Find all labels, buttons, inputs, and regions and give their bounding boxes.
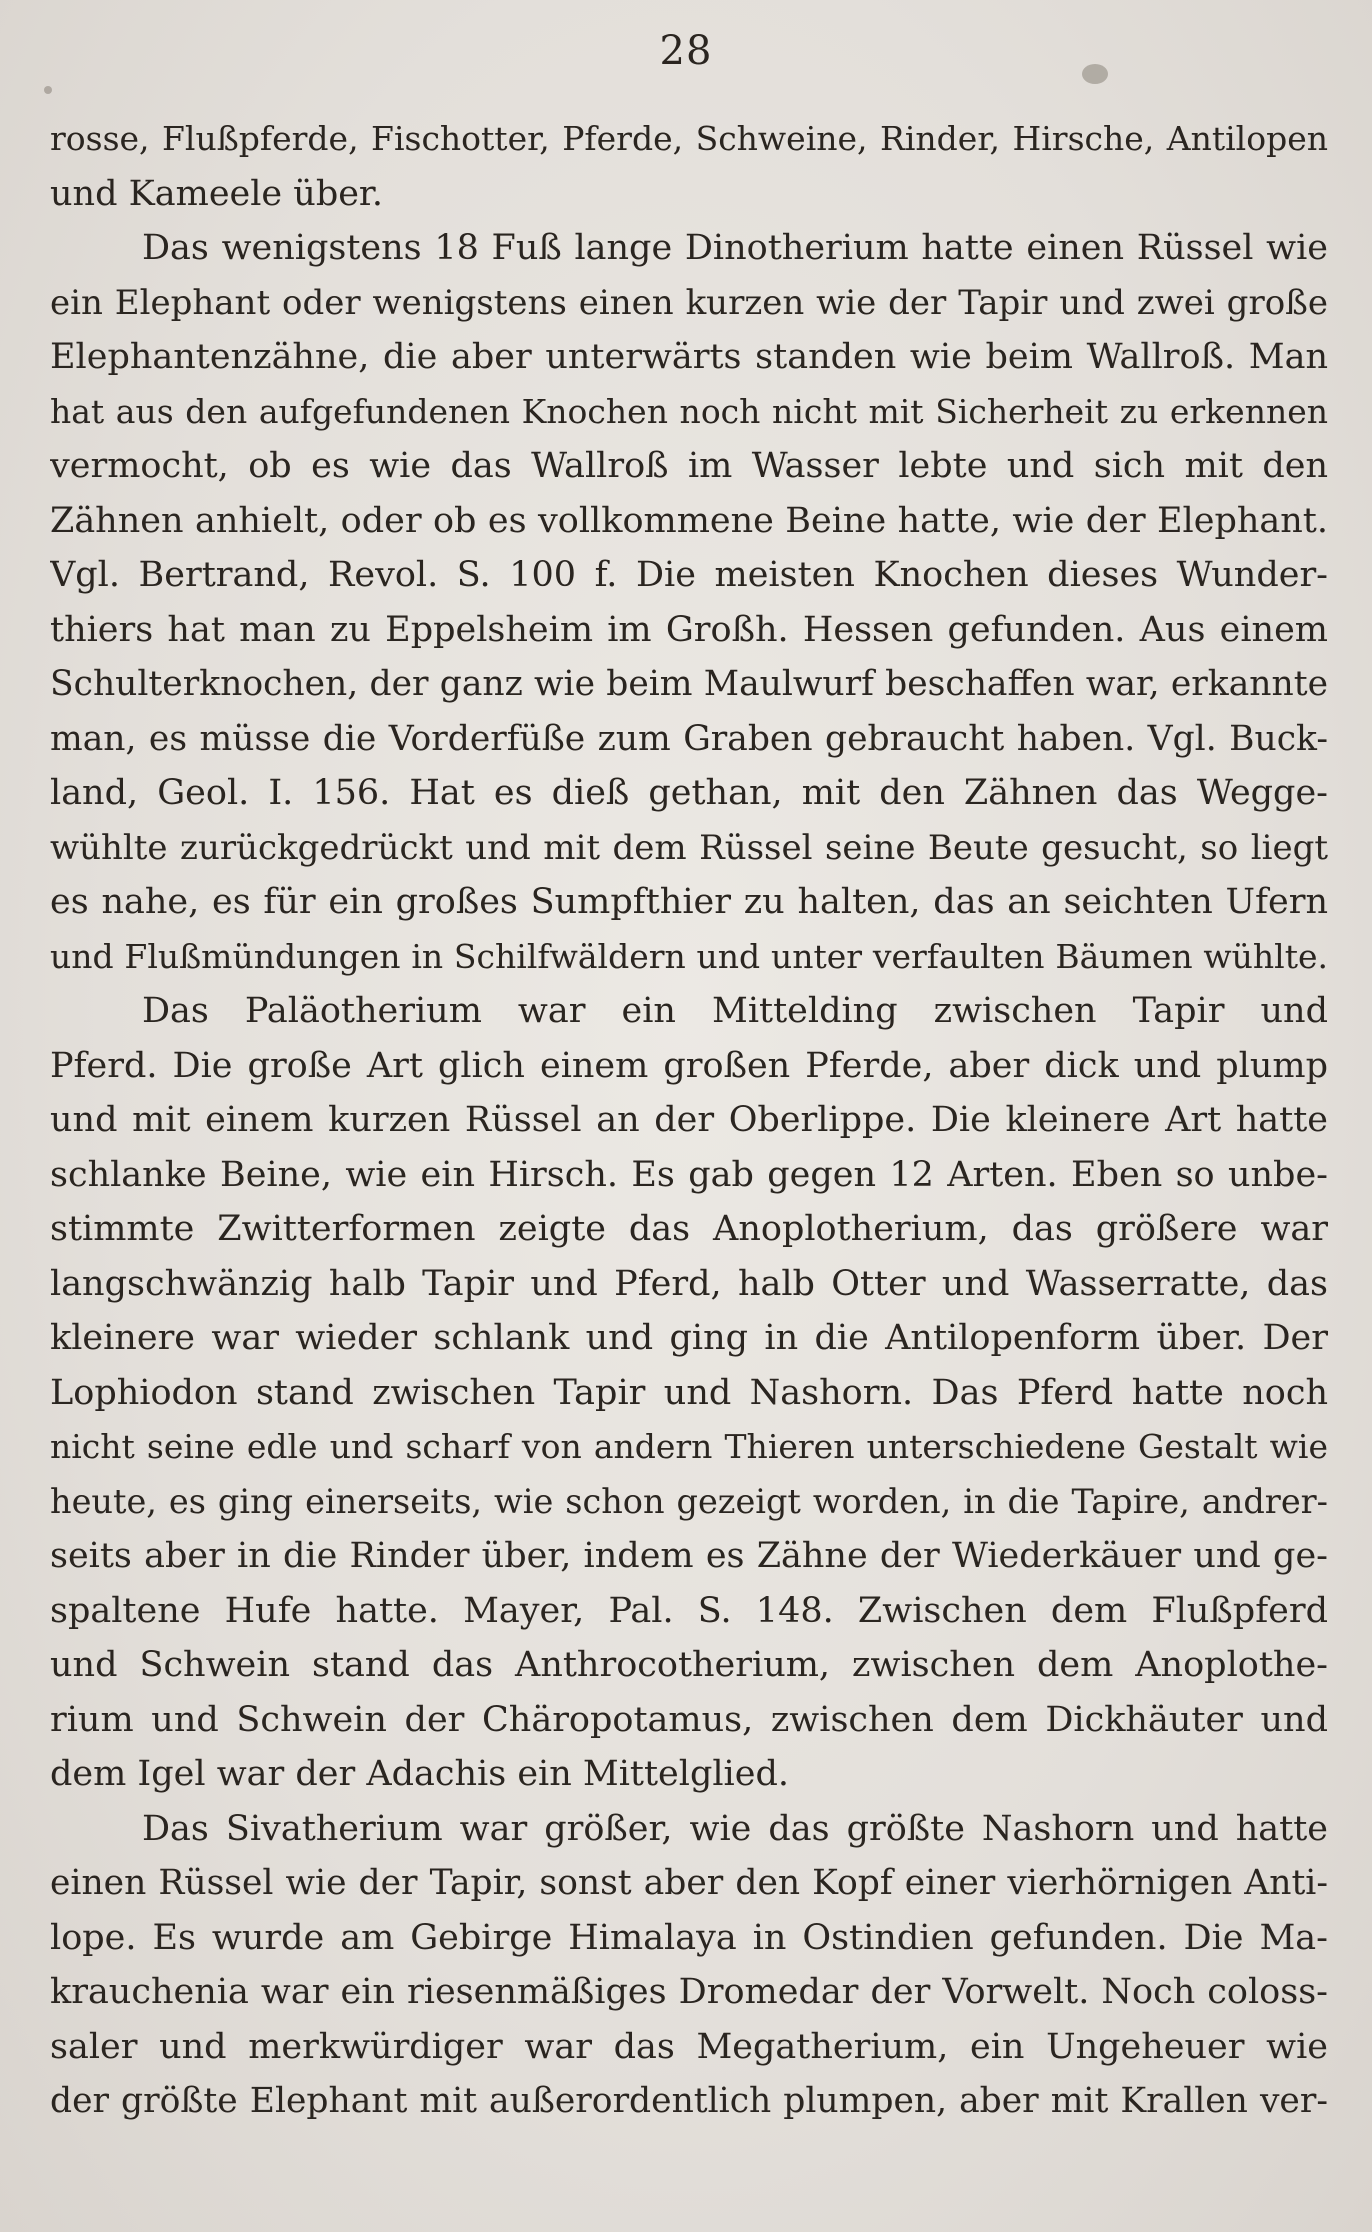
page-number: 28 (659, 28, 713, 74)
ink-spot (1082, 64, 1108, 84)
text-line: rium und Schwein der Chäropotamus, zwischen dem Dickhäuter und (50, 1699, 1328, 1740)
text-line: stimmte Zwitterformen zeigte das Anoplotherium, das größere war (50, 1209, 1328, 1249)
text-line: schlanke Beine, wie ein Hirsch. Es gab gegen 12 Arten. Eben so unbe- (50, 1154, 1328, 1195)
text-line: Schulterknochen, der ganz wie beim Maulwurf beschaffen war, erkannte (50, 664, 1328, 704)
text-line: Das Paläotherium war ein Mittelding zwischen Tapir und (142, 991, 1328, 1031)
text-line: Pferd. Die große Art glich einem großen Pferde, aber dick und plump (50, 1045, 1328, 1086)
text-line: einen Rüssel wie der Tapir, sonst aber den Kopf einer vierhörnigen Anti- (50, 1863, 1328, 1903)
text-line: seits aber in die Rinder über, indem es Zähne der Wiederkäuer und ge- (50, 1536, 1328, 1576)
text-line: Das wenigstens 18 Fuß lange Dinotherium hatte einen Rüssel wie (142, 228, 1328, 268)
text-line: vermocht, ob es wie das Wallroß im Wasser lebte und sich mit den (50, 446, 1328, 486)
text-line: und Kameele über. (50, 173, 383, 214)
text-line: Zähnen anhielt, oder ob es vollkommene Beine hatte, wie der Elephant. (50, 500, 1328, 541)
text-line: Vgl. Bertrand, Revol. S. 100 f. Die meisten Knochen dieses Wunder- (50, 555, 1328, 595)
text-line: man, es müsse die Vorderfüße zum Graben gebraucht haben. Vgl. Buck- (50, 718, 1328, 759)
text-line: Elephantenzähne, die aber unterwärts standen wie beim Wallroß. Man (50, 337, 1328, 377)
text-line: heute, es ging einerseits, wie schon gezeigt worden, in die Tapire, andrer- (50, 1481, 1328, 1521)
text-line: dem Igel war der Adachis ein Mittelglied. (50, 1754, 789, 1794)
text-line: wühlte zurückgedrückt und mit dem Rüssel seine Beute gesucht, so liegt (50, 827, 1328, 868)
text-line: saler und merkwürdiger war das Megatherium, ein Ungeheuer wie (50, 2026, 1328, 2067)
text-line: spaltene Hufe hatte. Mayer, Pal. S. 148. Zwischen dem Flußpferd (50, 1590, 1328, 1631)
text-line: krauchenia war ein riesenmäßiges Dromedar der Vorwelt. Noch coloss- (50, 1972, 1328, 2012)
text-line: und Flußmündungen in Schilfwäldern und unter verfaulten Bäumen wühlte. (50, 936, 1328, 976)
text-line: nicht seine edle und scharf von andern Thieren unterschiedene Gestalt wie (50, 1427, 1328, 1466)
text-line: land, Geol. I. 156. Hat es dieß gethan, mit den Zähnen das Wegge- (50, 773, 1328, 813)
text-line: thiers hat man zu Eppelsheim im Großh. Hessen gefunden. Aus einem (50, 609, 1328, 650)
text-line: hat aus den aufgefundenen Knochen noch nicht mit Sicherheit zu erkennen (50, 391, 1328, 431)
text-line: es nahe, es für ein großes Sumpfthier zu halten, das an seichten Ufern (50, 882, 1328, 922)
text-line: ein Elephant oder wenigstens einen kurzen wie der Tapir und zwei große (50, 282, 1328, 323)
text-line: und Schwein stand das Anthrocotherium, zwischen dem Anoplothe- (50, 1645, 1328, 1685)
body-text (50, 112, 1328, 2129)
text-line: der größte Elephant mit außerordentlich plumpen, aber mit Krallen ver- (50, 2081, 1328, 2121)
text-line: Lophiodon stand zwischen Tapir und Nashorn. Das Pferd hatte noch (50, 1372, 1328, 1413)
ink-spot (44, 86, 52, 94)
text-line: rosse, Flußpferde, Fischotter, Pferde, Schweine, Rinder, Hirsche, Antilopen (50, 119, 1328, 158)
text-line: lope. Es wurde am Gebirge Himalaya in Ostindien gefunden. Die Ma- (50, 1917, 1328, 1958)
text-line: Das Sivatherium war größer, wie das größte Nashorn und hatte (142, 1808, 1328, 1849)
text-line: kleinere war wieder schlank und ging in die Antilopenform über. Der (50, 1318, 1328, 1358)
text-line: und mit einem kurzen Rüssel an der Oberlippe. Die kleinere Art hatte (50, 1100, 1328, 1140)
text-line: langschwänzig halb Tapir und Pferd, halb Otter und Wasserratte, das (50, 1263, 1328, 1304)
